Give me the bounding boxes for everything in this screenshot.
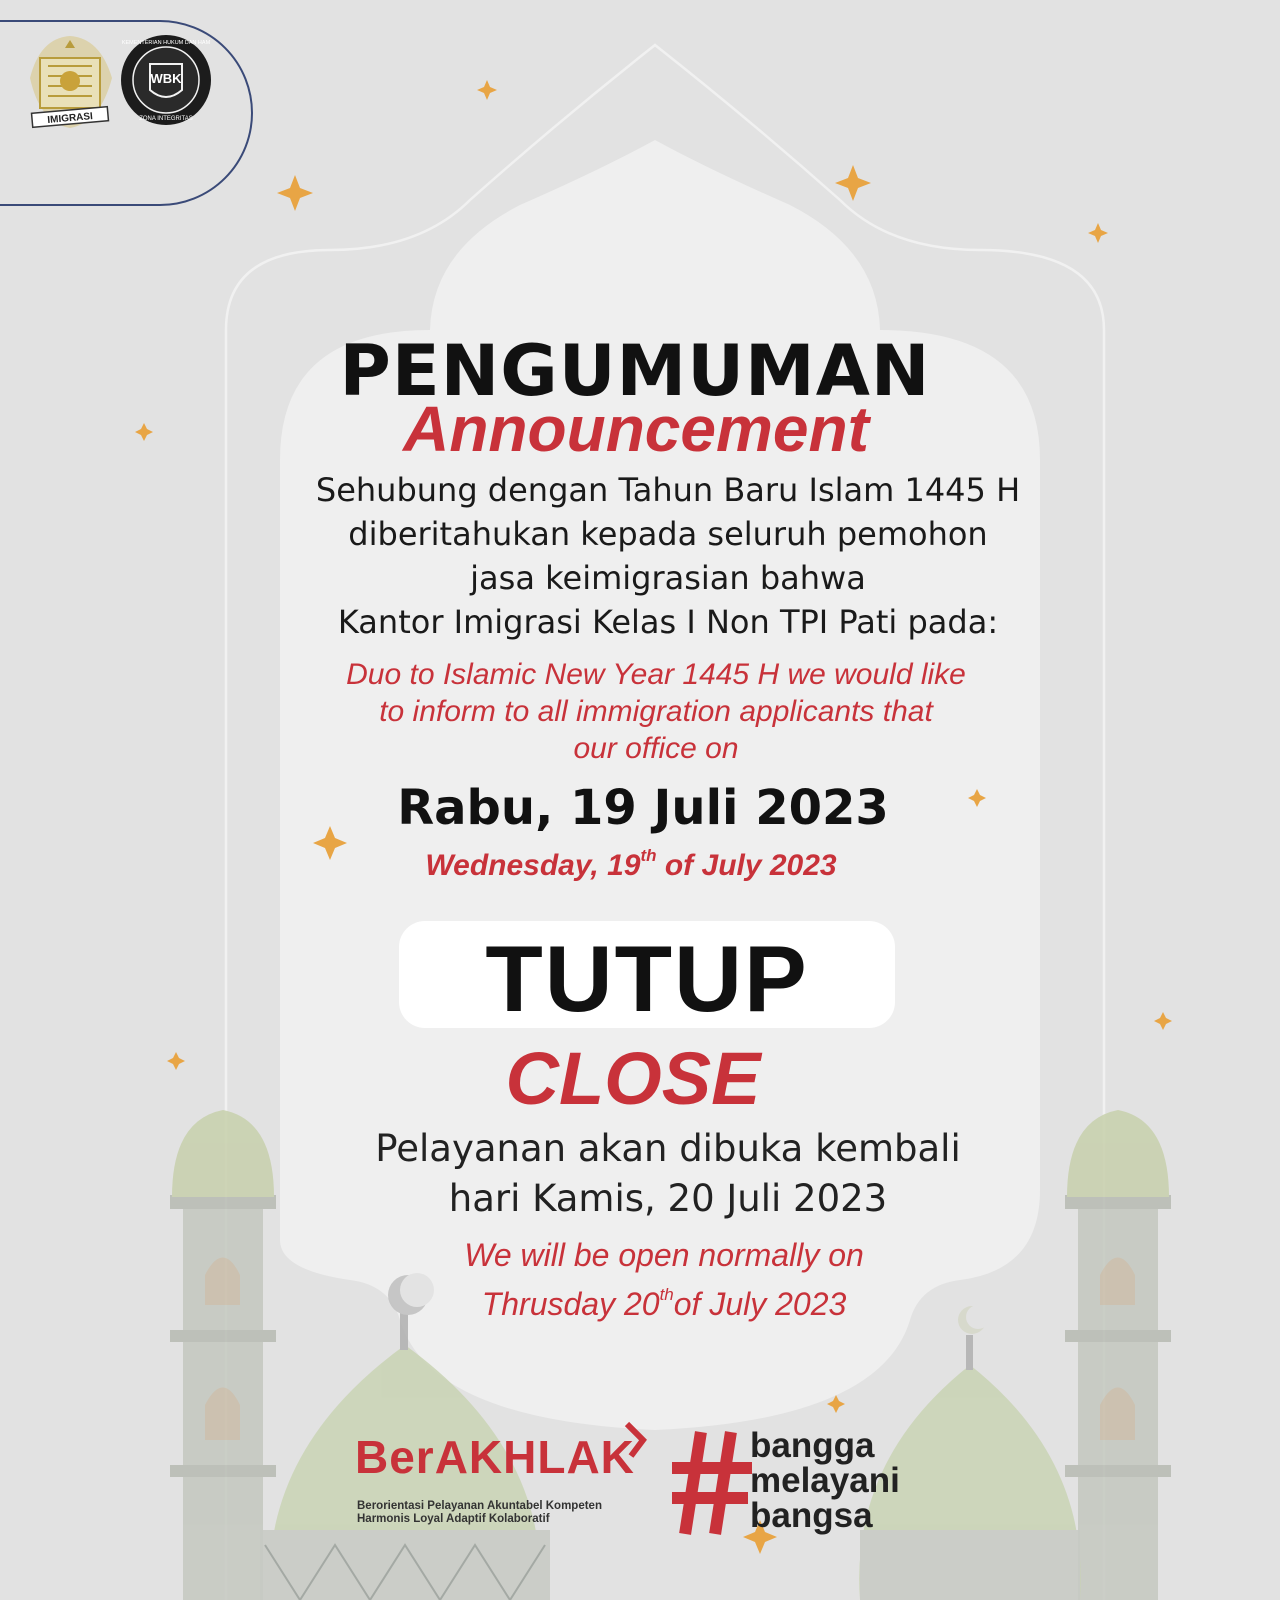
- reopen-line: hari Kamis, 20 Juli 2023: [448, 1177, 888, 1220]
- bangga-line: melayani: [750, 1461, 900, 1500]
- notice-line: jasa keimigrasian bahwa: [470, 559, 866, 597]
- bangga-line: bangga: [750, 1426, 875, 1465]
- wbk-ring-top: KEMENTERIAN HUKUM DAN HAM: [121, 40, 211, 46]
- status-label: TUTUP: [485, 926, 809, 1031]
- berakhlak-title: BerAKHLAK: [355, 1431, 635, 1483]
- reopen-line: Pelayanan akan dibuka kembali: [375, 1127, 961, 1170]
- date-en-rest: of July 2023: [664, 849, 837, 882]
- notice-line: Sehubung dengan Tahun Baru Islam 1445 H: [315, 471, 1021, 509]
- date-en-suffix: th: [640, 846, 657, 865]
- notice-line: our office on: [573, 732, 739, 765]
- reopen-en-rest: of July 2023: [673, 1286, 847, 1322]
- notice-line: Duo to Islamic New Year 1445 H we would like: [346, 658, 966, 691]
- reopen-en-day: Thrusday 20: [481, 1286, 660, 1322]
- date-en-day: Wednesday, 19: [425, 849, 641, 882]
- closure-date-english: [0, 846, 1271, 883]
- page-subtitle: Announcement: [403, 393, 869, 465]
- reopen-en-line: [24, 1275, 1280, 1324]
- status-label-english: CLOSE: [505, 1037, 761, 1120]
- bangga-melayani-bangsa-logo: [672, 1428, 952, 1538]
- notice-line: diberitahukan kepada seluruh pemohon: [348, 515, 988, 553]
- english-notice: [16, 656, 1280, 767]
- closure-date: Rabu, 19 Juli 2023: [397, 780, 889, 836]
- reopen-notice: [28, 1124, 1280, 1224]
- notice-line: to inform to all immigration applicants that: [379, 695, 933, 728]
- berakhlak-subtitle-1: Berorientasi Pelayanan Akuntabel Kompeten: [357, 1500, 602, 1512]
- bangga-line: bangsa: [750, 1496, 873, 1535]
- reopen-en-line: We will be open normally on: [464, 1237, 864, 1273]
- berakhlak-subtitle-2: Harmonis Loyal Adaptif Kolaboratif: [357, 1513, 550, 1525]
- reopen-notice-english: [24, 1236, 1280, 1324]
- indonesian-notice: [28, 468, 1280, 644]
- berakhlak-logo: [355, 1420, 655, 1525]
- wbk-logo-label: WBK: [150, 71, 182, 86]
- notice-line: Kantor Imigrasi Kelas I Non TPI Pati pada:: [337, 603, 999, 641]
- hashtag-icon: [672, 1428, 752, 1538]
- reopen-en-suffix: th: [659, 1285, 674, 1304]
- wbk-ring-bottom: ZONA INTEGRITAS: [139, 116, 193, 122]
- immigration-logo-label: IMIGRASI: [46, 111, 94, 126]
- page-title: PENGUMUMAN: [339, 330, 931, 412]
